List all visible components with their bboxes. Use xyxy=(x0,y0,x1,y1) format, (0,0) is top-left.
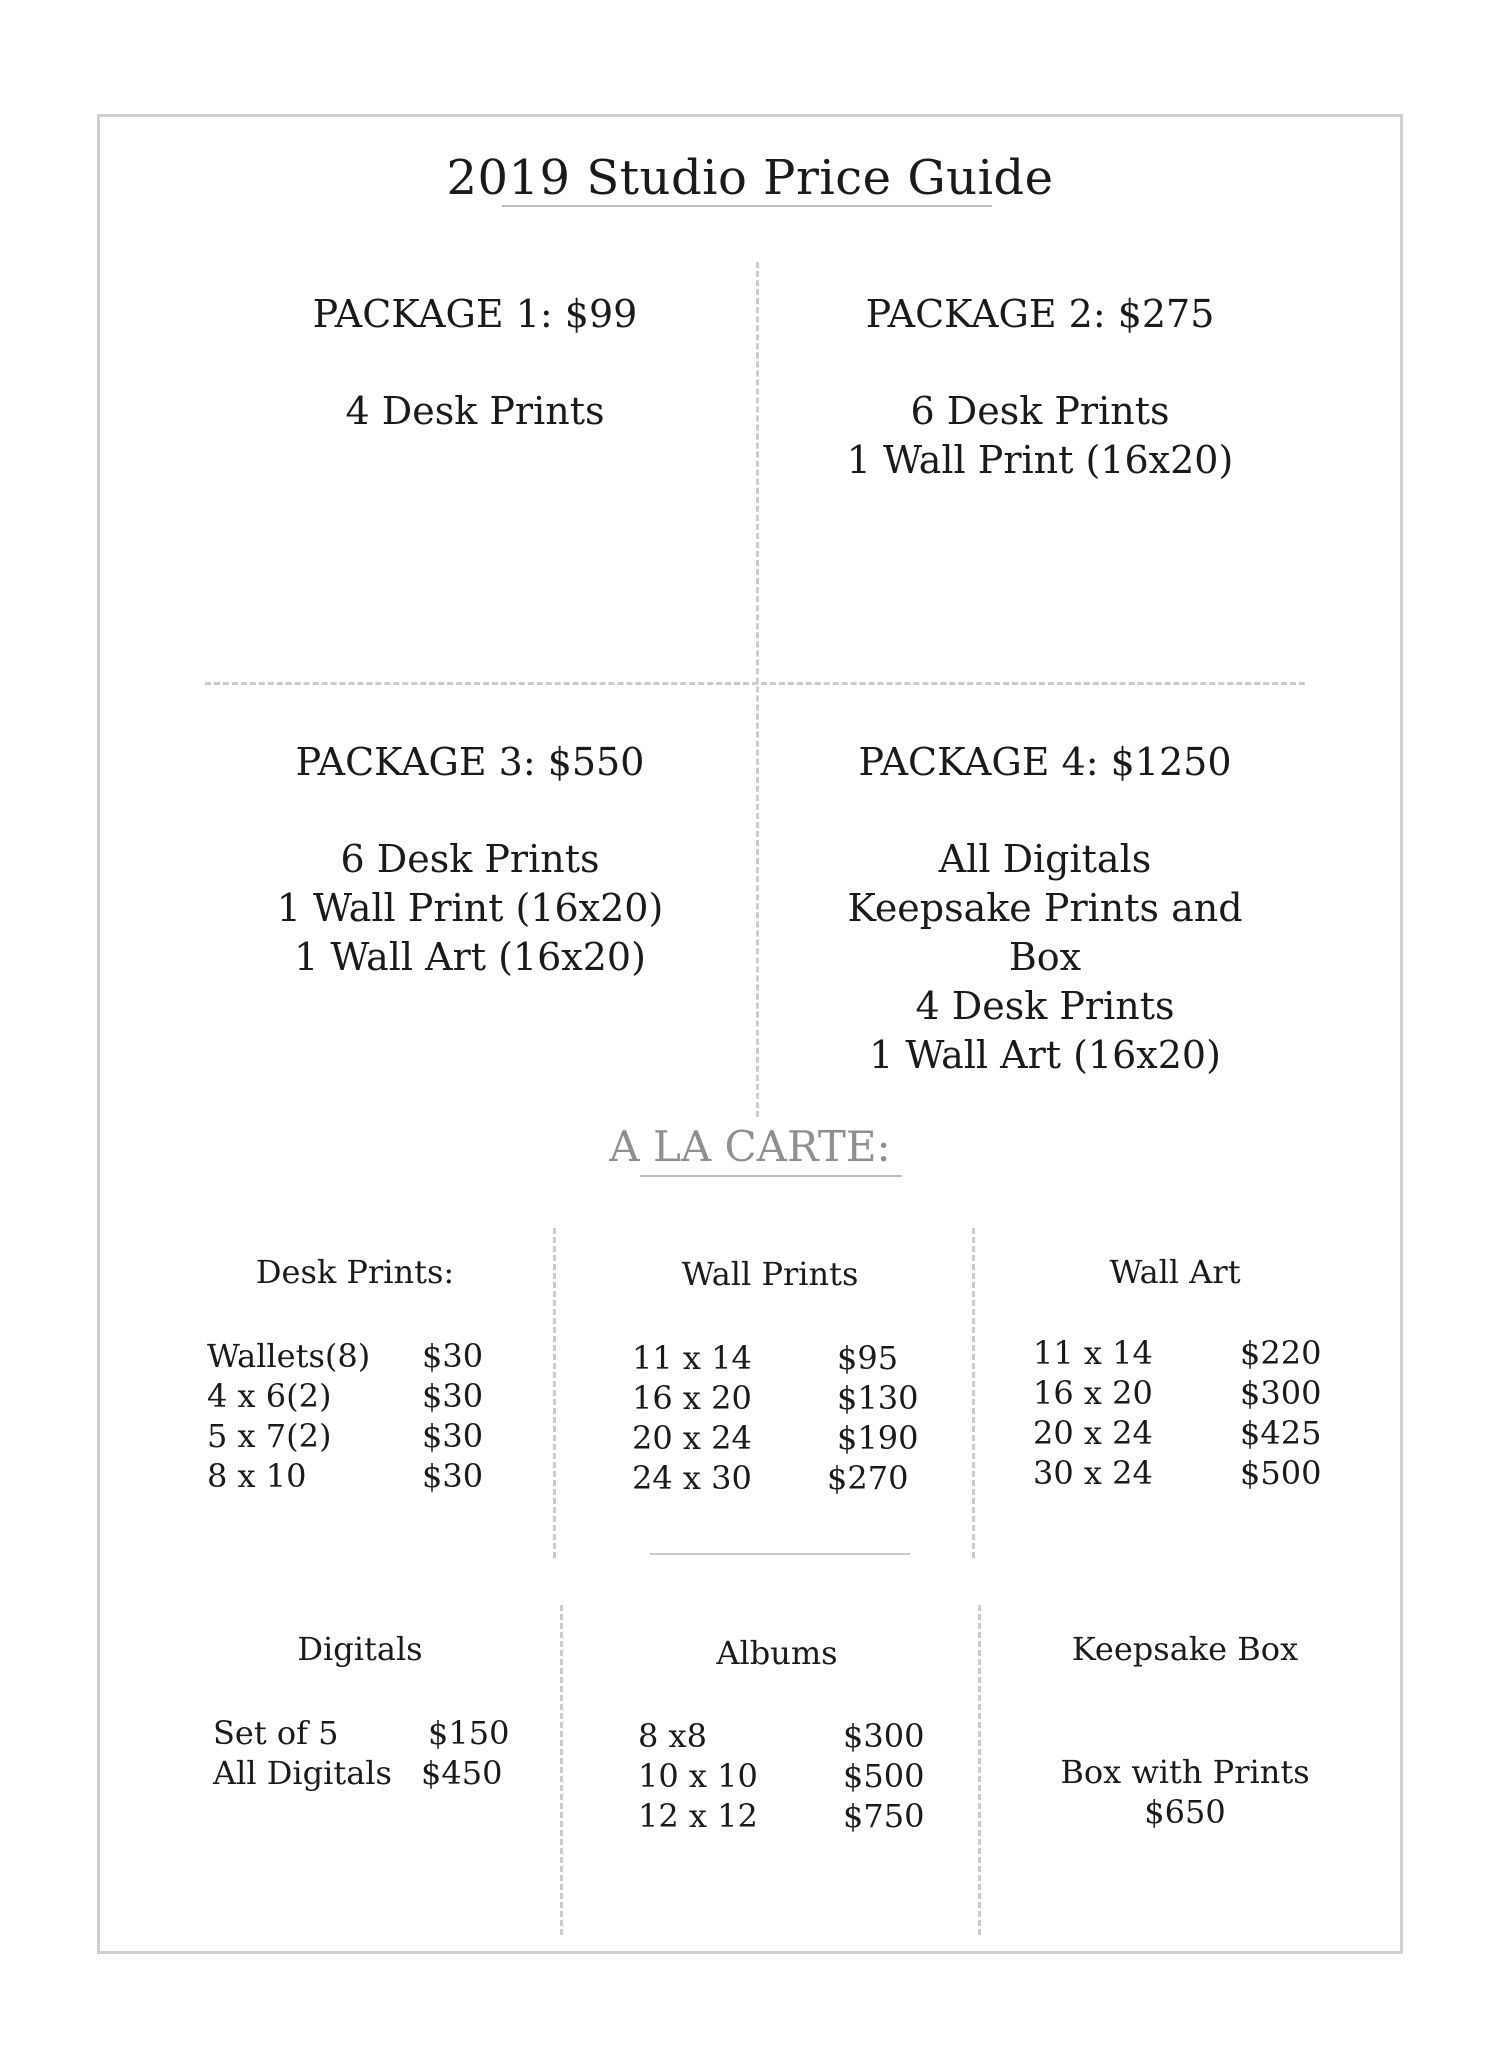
item-price: $500 xyxy=(1240,1454,1322,1492)
item-label: 10 x 10 xyxy=(638,1757,758,1795)
wall-art-list xyxy=(1033,1333,1333,1493)
list-item xyxy=(632,1338,932,1378)
item-price: $150 xyxy=(428,1714,510,1752)
list-item xyxy=(1033,1333,1333,1373)
keepsake-price: $650 xyxy=(1144,1793,1226,1831)
item-price: $130 xyxy=(837,1379,919,1417)
digitals-title: Digitals xyxy=(297,1630,423,1668)
desk-prints-list xyxy=(207,1336,507,1496)
package-heading: PACKAGE 1: $99 xyxy=(312,292,638,336)
item-label: 8 x 10 xyxy=(207,1457,307,1495)
list-item xyxy=(638,1796,938,1836)
package-item: 6 Desk Prints xyxy=(340,837,600,881)
package-item: 1 Wall Print (16x20) xyxy=(846,438,1234,482)
carte-divider-1 xyxy=(553,1228,556,1558)
item-label: Wallets(8) xyxy=(207,1337,371,1375)
albums-list xyxy=(638,1716,938,1836)
list-item xyxy=(207,1376,507,1416)
package-1 xyxy=(175,290,775,436)
item-price: $300 xyxy=(1240,1374,1322,1412)
list-item xyxy=(213,1713,513,1753)
item-label: 11 x 14 xyxy=(632,1339,752,1377)
title-underline xyxy=(502,205,992,207)
package-item: 1 Wall Art (16x20) xyxy=(869,1033,1221,1077)
carte-divider-4 xyxy=(978,1605,981,1935)
package-2 xyxy=(740,290,1340,485)
item-label: 30 x 24 xyxy=(1033,1454,1153,1492)
list-item xyxy=(632,1458,932,1498)
item-label: All Digitals xyxy=(213,1754,392,1792)
item-label: 11 x 14 xyxy=(1033,1334,1153,1372)
list-item xyxy=(1033,1373,1333,1413)
package-item: Box xyxy=(1008,935,1082,979)
wall-art-title: Wall Art xyxy=(1109,1253,1241,1291)
item-price: $425 xyxy=(1240,1414,1322,1452)
item-price: $450 xyxy=(421,1754,503,1792)
list-item xyxy=(632,1418,932,1458)
digitals-list xyxy=(213,1713,513,1793)
page-title: 2019 Studio Price Guide xyxy=(446,150,1054,206)
item-label: 5 x 7(2) xyxy=(207,1417,332,1455)
package-heading: PACKAGE 3: $550 xyxy=(295,740,645,784)
keepsake-box-details xyxy=(1015,1752,1355,1832)
item-price: $500 xyxy=(843,1757,925,1795)
item-price: $30 xyxy=(422,1457,484,1495)
package-heading: PACKAGE 2: $275 xyxy=(865,292,1215,336)
item-price: $270 xyxy=(827,1459,909,1497)
package-horizontal-divider xyxy=(205,682,1305,685)
albums-title: Albums xyxy=(716,1634,838,1672)
list-item xyxy=(638,1716,938,1756)
desk-prints-title: Desk Prints: xyxy=(255,1253,455,1291)
item-label: Set of 5 xyxy=(213,1714,339,1752)
package-item: Keepsake Prints and xyxy=(847,886,1243,930)
package-item: 1 Wall Art (16x20) xyxy=(294,935,646,979)
wall-prints-list xyxy=(632,1338,932,1498)
a-la-carte-underline xyxy=(640,1175,902,1177)
list-item xyxy=(1033,1453,1333,1493)
item-label: 20 x 24 xyxy=(632,1419,752,1457)
list-item xyxy=(207,1416,507,1456)
package-item: 6 Desk Prints xyxy=(910,389,1170,433)
package-item: 4 Desk Prints xyxy=(345,389,605,433)
item-price: $95 xyxy=(837,1339,899,1377)
item-price: $190 xyxy=(837,1419,919,1457)
package-4 xyxy=(745,738,1345,1080)
item-label: 12 x 12 xyxy=(638,1797,758,1835)
package-item: 1 Wall Print (16x20) xyxy=(276,886,664,930)
list-item xyxy=(207,1336,507,1376)
keepsake-box-title: Keepsake Box xyxy=(1071,1630,1299,1668)
wall-prints-title: Wall Prints xyxy=(681,1255,859,1293)
item-label: 16 x 20 xyxy=(1033,1374,1153,1412)
a-la-carte-heading: A LA CARTE: xyxy=(609,1122,891,1171)
list-item xyxy=(638,1756,938,1796)
package-heading: PACKAGE 4: $1250 xyxy=(858,740,1232,784)
item-price: $30 xyxy=(422,1417,484,1455)
item-price: $30 xyxy=(422,1377,484,1415)
list-item xyxy=(1033,1413,1333,1453)
item-price: $750 xyxy=(843,1797,925,1835)
package-item: 4 Desk Prints xyxy=(915,984,1175,1028)
carte-divider-3 xyxy=(560,1605,563,1935)
list-item xyxy=(632,1378,932,1418)
item-label: 8 x8 xyxy=(638,1717,707,1755)
item-price: $30 xyxy=(422,1337,484,1375)
item-label: 20 x 24 xyxy=(1033,1414,1153,1452)
carte-divider-2 xyxy=(972,1228,975,1558)
item-price: $300 xyxy=(843,1717,925,1755)
item-label: 16 x 20 xyxy=(632,1379,752,1417)
package-3 xyxy=(170,738,770,982)
item-label: 24 x 30 xyxy=(632,1459,752,1497)
item-label: 4 x 6(2) xyxy=(207,1377,332,1415)
keepsake-line: Box with Prints xyxy=(1060,1753,1310,1791)
carte-middle-rule xyxy=(650,1553,910,1555)
item-price: $220 xyxy=(1240,1334,1322,1372)
list-item xyxy=(207,1456,507,1496)
package-item: All Digitals xyxy=(938,837,1152,881)
list-item xyxy=(213,1753,513,1793)
